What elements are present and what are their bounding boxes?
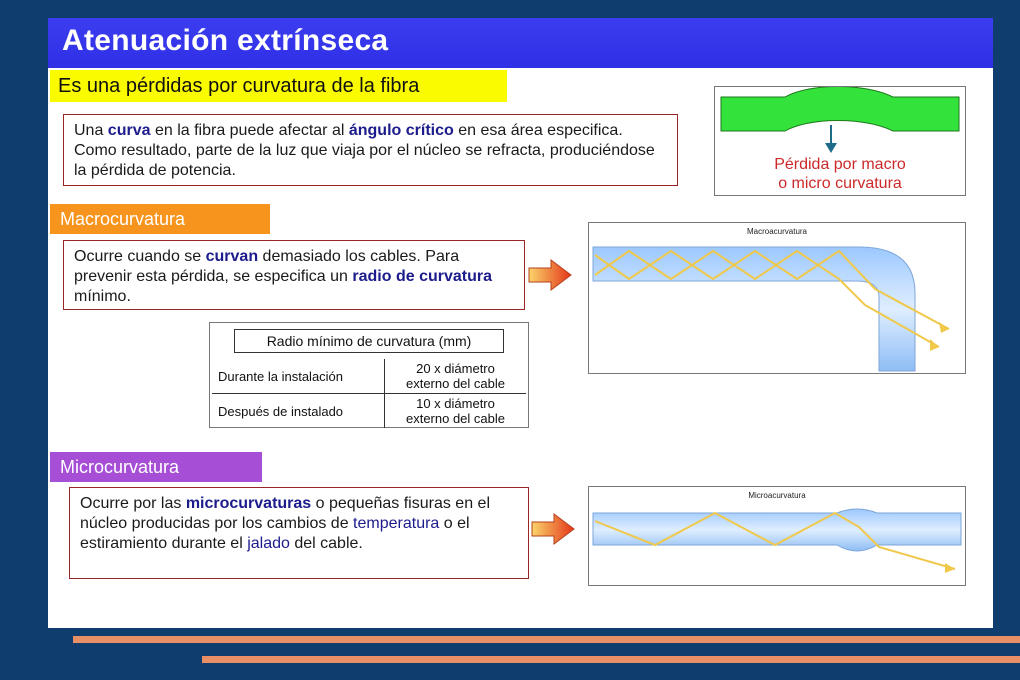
orange-arrow-icon xyxy=(527,258,573,292)
slide-subtitle: Es una pérdidas por curvatura de la fibra xyxy=(58,75,420,97)
micro-section-tag: Microcurvatura xyxy=(50,452,262,482)
micro-keyword-jalado: jalado xyxy=(247,535,290,552)
macro-fiber-graphic xyxy=(589,223,965,373)
micro-keyword-microcurvaturas: microcurvaturas xyxy=(185,495,312,512)
microcurvature-figure-label: Microacurvatura xyxy=(748,491,806,500)
macro-keyword-curvan: curvan xyxy=(205,248,259,265)
micro-textbox xyxy=(69,487,529,579)
macrocurvature-figure-label: Macroacurvatura xyxy=(746,227,808,236)
down-arrow-icon xyxy=(825,125,837,153)
radius-table-header: Radio mínimo de curvatura (mm) xyxy=(234,329,504,353)
intro-keyword-angulo: ángulo crítico xyxy=(348,122,454,139)
macro-text: Ocurre cuando se xyxy=(74,248,206,265)
decorative-stripe-1 xyxy=(73,636,1020,643)
radius-table xyxy=(212,359,526,428)
micro-keyword-temperatura: temperatura xyxy=(353,515,440,532)
micro-text: o el estiramiento durante el xyxy=(80,515,470,552)
table-row xyxy=(212,359,526,394)
orange-arrow-icon xyxy=(530,512,576,546)
micro-fiber-graphic xyxy=(589,487,965,585)
macro-textbox xyxy=(63,240,525,310)
intro-keyword-curva: curva xyxy=(107,122,151,139)
table-row xyxy=(212,394,526,429)
intro-textbox xyxy=(63,114,678,186)
macro-text: mínimo. xyxy=(74,288,131,305)
intro-text: en esa área especifica. Como resultado, parte de la luz que viaja por el núcleo se refracta, produciéndose la pérdida de potencia. xyxy=(74,122,655,179)
slide-title: Atenuación extrínseca xyxy=(62,24,389,57)
intro-text: Una xyxy=(74,122,108,139)
microcurvature-figure xyxy=(588,486,966,586)
macro-text: demasiado los cables. Para prevenir esta pérdida, se especifica un xyxy=(74,248,460,285)
radius-table-figure xyxy=(209,322,529,428)
radius-row-value-line1: 10 x diámetro xyxy=(416,396,495,411)
radius-row-label: Durante la instalación xyxy=(212,359,385,394)
radius-row-value-line2: externo del cable xyxy=(405,376,505,391)
bend-loss-figure xyxy=(714,86,966,196)
macro-keyword-radio: radio de curvatura xyxy=(352,268,492,285)
micro-text: o pequeñas fisuras en el núcleo producidas por los cambios de xyxy=(80,495,490,532)
micro-text: del cable. xyxy=(289,535,363,552)
radius-row-label: Después de instalado xyxy=(212,394,385,429)
macrocurvature-figure xyxy=(588,222,966,374)
intro-text: en la fibra puede afectar al xyxy=(150,122,349,139)
radius-row-value-line2: externo del cable xyxy=(405,411,505,426)
figure-caption-line2: o micro curvatura xyxy=(778,175,902,192)
radius-row-value-line1: 20 x diámetro xyxy=(416,361,495,376)
macro-section-tag: Macrocurvatura xyxy=(50,204,270,234)
decorative-stripe-2 xyxy=(202,656,1020,663)
figure-caption-line1: Pérdida por macro xyxy=(774,156,906,173)
micro-text: Ocurre por las xyxy=(80,495,186,512)
